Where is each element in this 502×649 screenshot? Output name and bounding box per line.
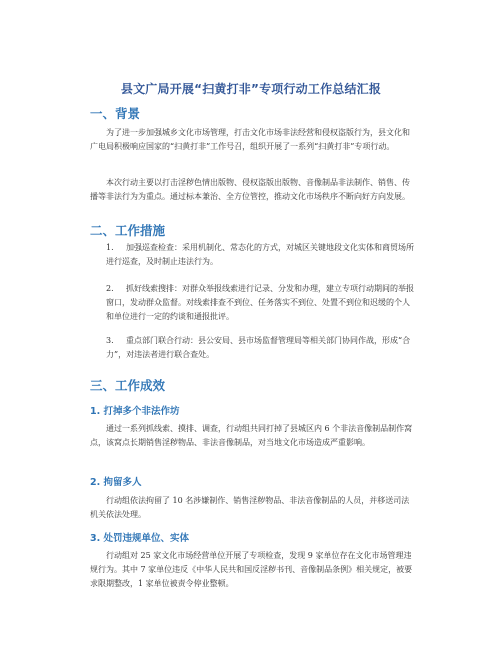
background-paragraph-1: 为了进一步加强城乡文化市场管理，打击文化市场非法经营和侵权盗版行为，县文化和广电局积极响应国家的“扫黄打非”工作号召，组织开展了一系列“扫黄打非”专项行动。 bbox=[90, 128, 410, 151]
measure-item-text: 抓好线索搜排：对群众举报线索进行记录、分发和办理，建立专项行动期间的举报窗口，发动群众监督。对线索排查不到位、任务落实不到位、处置不到位和迟缓的个人和单位进行一定的约谈和通报批评。 bbox=[106, 284, 414, 321]
measure-item-number: 2. bbox=[106, 284, 114, 293]
result-subheading-1: 1. 打掉多个非法作坊 bbox=[90, 406, 180, 417]
section-heading-background: 一、背景 bbox=[90, 106, 141, 121]
measure-item-text: 重点部门联合行动：县公安局、县市场监督管理局等相关部门协同作战，形成“合力”，对违法者进行联合查处。 bbox=[106, 336, 411, 359]
result-subheading-2: 2. 拘留多人 bbox=[90, 477, 142, 488]
measure-item-3 bbox=[106, 334, 416, 362]
measure-item-text: 加强巡查检查：采用机制化、常态化的方式，对城区关键地段文化实体和商贸场所进行巡查，及时制止违法行为。 bbox=[106, 243, 414, 266]
background-paragraph-2: 本次行动主要以打击淫秽色情出版物、侵权盗版出版物、音像制品非法制作、销售、传播等非法行为为重点。通过标本兼治、全方位管控，推动文化市场秩序不断向好方向发展。 bbox=[90, 178, 410, 201]
measure-item-number: 3. bbox=[106, 336, 114, 345]
result-paragraph-1: 通过一系列抓线索、摸排、调查，行动组共同打掉了县城区内 6 个非法音像制品制作窝点，该窝点长期销售淫秽物品、非法音像制品，对当地文化市场造成严重影响。 bbox=[90, 424, 413, 447]
result-paragraph-3: 行动组对 25 家文化市场经营单位开展了专项检查，发现 9 家单位存在文化市场管理违规行为。其中 7 家单位违反《中华人民共和国反淫秽书刊、音像制品条例》相关规定，被要求限期整改，1 家单位被责令停业整顿。 bbox=[90, 551, 413, 588]
document-title: 县文广局开展“扫黄打非”专项行动工作总结汇报 bbox=[120, 82, 382, 96]
section-heading-measures: 二、工作措施 bbox=[90, 223, 166, 238]
result-paragraph-2: 行动组依法拘留了 10 名涉嫌制作、销售淫秽物品、非法音像制品的人员，并移送司法机关依法处理。 bbox=[90, 496, 410, 519]
measure-item-2 bbox=[106, 282, 416, 324]
measure-item-number: 1. bbox=[106, 243, 114, 252]
section-heading-results: 三、工作成效 bbox=[90, 378, 166, 393]
measure-item-1 bbox=[106, 241, 416, 269]
result-subheading-3: 3. 处罚违规单位、实体 bbox=[90, 533, 190, 544]
